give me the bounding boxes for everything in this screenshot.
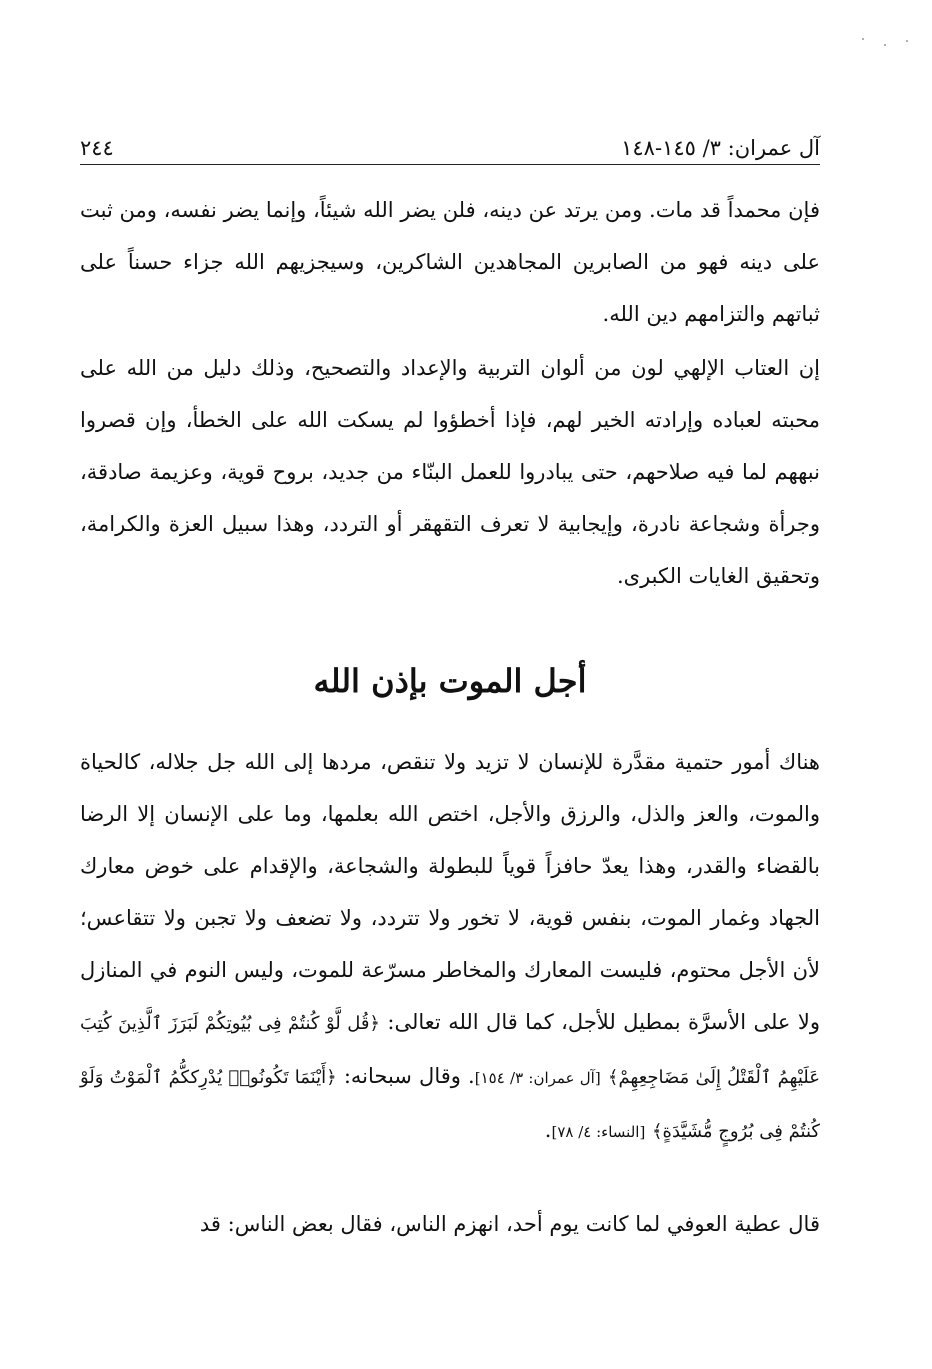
scan-speck (906, 40, 908, 42)
scan-speck (862, 38, 864, 40)
scan-speck (884, 44, 886, 46)
paragraph-3 (80, 736, 820, 1158)
running-header (80, 124, 820, 160)
page-number: ٢٤٤ (80, 136, 114, 160)
quran-verse-2: ﴿أَيْنَمَا تَكُونُوا۟ يُدْرِككُّمُ ٱلْمَوْتُ وَلَوْ كُنتُمْ فِى بُرُوجٍ مُّشَيَّدَةٍ﴾ (80, 1067, 820, 1142)
header-rule (80, 164, 820, 165)
verse-reference-2: [النساء: ٤/ ٧٨] (551, 1123, 646, 1141)
quran-verse-1: ﴿قُل لَّوْ كُنتُمْ فِى بُيُوتِكُمْ لَبَرَزَ ٱلَّذِينَ كُتِبَ عَلَيْهِمُ ٱلْقَتْلُ إِلَىٰ مَضَاجِعِهِمْ﴾ (80, 1013, 820, 1088)
paragraph-4: قال عطية العوفي لما كانت يوم أحد، انهزم الناس، فقال بعض الناس: قد (199, 1212, 820, 1236)
running-title: آل عمران: ٣/ ١٤٥-١٤٨ (621, 136, 820, 160)
sentence-end: . (544, 1118, 552, 1142)
paragraph-2: إن العتاب الإلهي لون من ألوان التربية والإعداد والتصحيح، وذلك دليل من الله على محبته لعباده وإرادته الخير لهم، فإذا أخطؤوا لم يسكت الله على الخطأ، وإن قصروا نبههم لما فيه صلاحهم، حتى يبادروا للعمل البنّاء من جديد، بروح قوية، وعزيمة صادقة، وجرأة وشجاعة نادرة، وإيجابية لا تعرف التقهقر أو التردد، وهذا سبيل العزة والكرامة، وتحقيق الغايات الكبرى. (80, 356, 820, 588)
connector-text: . وقال سبحانه: (336, 1064, 475, 1088)
section-heading: أجل الموت بإذن الله (313, 662, 587, 700)
paragraph-3-intro: هناك أمور حتمية مقدَّرة للإنسان لا تزيد ولا تنقص، مردها إلى الله جل جلاله، كالحياة والموت، والعز والذل، والرزق والأجل، اختص الله بعلمها، وما على الإنسان إلا الرضا بالقضاء والقدر، وهذا يعدّ حافزاً قوياً للبطولة والشجاعة، والإقدام على خوض معارك الجهاد وغمار الموت، بنفس قوية، لا تخور ولا تتردد، ولا تضعف ولا تجبن ولا تتقاعس؛ لأن الأجل محتوم، فليست المعارك والمخاطر مسرّعة للموت، وليس النوم في المنازل ولا على الأسرَّة بمطيل للأجل، كما قال الله تعالى: (80, 750, 820, 1034)
paragraph-1: فإن محمداً قد مات. ومن يرتد عن دينه، فلن يضر الله شيئاً، وإنما يضر نفسه، ومن ثبت على دينه فهو من الصابرين المجاهدين الشاكرين، وسيجزيهم الله جزاء حسناً على ثباتهم والتزامهم دين الله. (80, 198, 820, 326)
verse-reference-1: [آل عمران: ٣/ ١٥٤] (474, 1069, 601, 1087)
